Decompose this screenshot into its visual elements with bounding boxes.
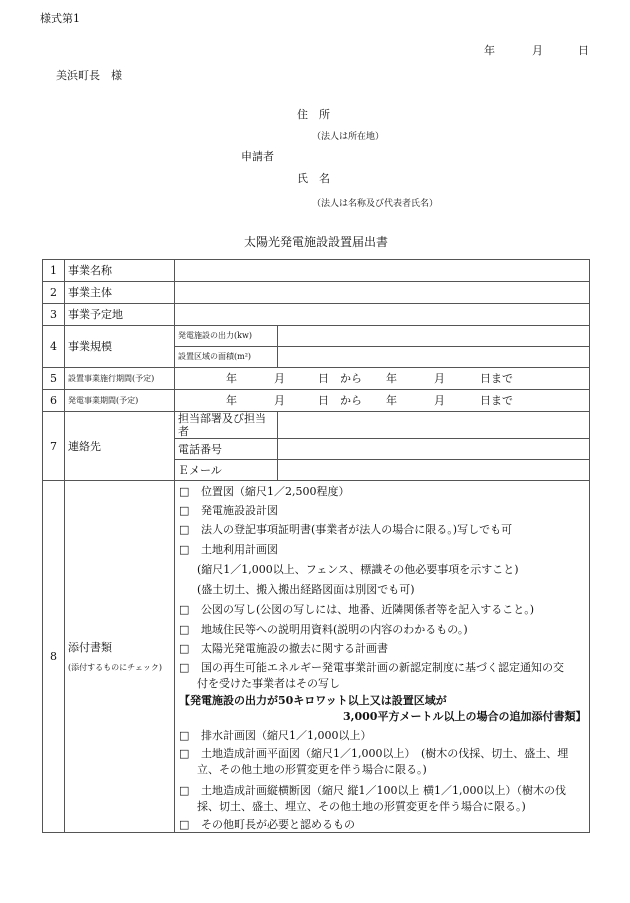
table-row — [43, 412, 590, 439]
checkbox-icon[interactable]: □ — [179, 623, 190, 637]
name-note: （法人は名称及び代表者氏名） — [312, 199, 439, 209]
attachment-item[interactable]: □ 土地造成計画縦横断図（縮尺 縦1／100以上 横1／1,000以上）（樹木の伐 — [179, 784, 566, 798]
checkbox-icon[interactable]: □ — [179, 485, 190, 499]
row-label-operation-period: 発電事業期間(予定) — [65, 390, 175, 412]
period-until: 日まで — [480, 371, 513, 385]
table-row — [43, 282, 590, 304]
project-site-field[interactable] — [175, 304, 590, 326]
table-row — [43, 260, 590, 282]
row-number: 4 — [43, 326, 65, 368]
row-number: 8 — [43, 481, 65, 833]
attachment-detail: (縮尺1／1,000以上、フェンス、標識その他必要事項を示すこと) — [197, 563, 519, 577]
table-row — [43, 390, 590, 412]
checkbox-icon[interactable]: □ — [179, 661, 190, 675]
attachments-note: (添付するものにチェック) — [68, 662, 163, 672]
email-field[interactable] — [278, 460, 590, 481]
row-label-project-name: 事業名称 — [65, 260, 175, 282]
period-year: 年 — [386, 393, 397, 407]
area-field[interactable] — [278, 347, 590, 368]
attachment-item[interactable]: □ 発電施設設計図 — [179, 504, 278, 518]
sub-label-contact-person: 担当部署及び担当者 — [175, 412, 278, 439]
construction-period-field[interactable] — [175, 368, 590, 390]
sub-label-email: Ｅメール — [175, 460, 278, 481]
row-label-project-owner: 事業主体 — [65, 282, 175, 304]
attachment-item[interactable]: □ 太陽光発電施設の撤去に関する計画書 — [179, 642, 388, 656]
checkbox-icon[interactable]: □ — [179, 818, 190, 832]
date-day-label: 日 — [578, 44, 589, 57]
row-label-project-scale: 事業規模 — [65, 326, 175, 368]
row-number: 5 — [43, 368, 65, 390]
period-day: 日 — [318, 393, 329, 407]
table-row — [43, 304, 590, 326]
applicant-label: 申請者 — [241, 150, 274, 163]
table-row — [43, 368, 590, 390]
sub-label-area: 設置区域の面積(m²) — [175, 347, 278, 368]
form-number: 様式第1 — [40, 12, 80, 25]
contact-person-field[interactable] — [278, 412, 590, 439]
attachments-list — [175, 481, 590, 833]
row-label-attachments: 添付書類 — [68, 641, 112, 655]
period-from: から — [340, 393, 362, 407]
attachment-item[interactable]: □ 位置図（縮尺1／2,500程度） — [179, 485, 350, 499]
row-number: 6 — [43, 390, 65, 412]
period-month: 月 — [434, 371, 445, 385]
period-month: 月 — [434, 393, 445, 407]
project-name-field[interactable] — [175, 260, 590, 282]
period-month: 月 — [274, 371, 285, 385]
attachment-item[interactable]: □ 土地利用計画図 — [179, 543, 278, 557]
row-label-attachments-cell — [65, 481, 175, 833]
date-year-label: 年 — [484, 44, 495, 57]
checkbox-icon[interactable]: □ — [179, 543, 190, 557]
period-from: から — [340, 371, 362, 385]
period-year: 年 — [226, 371, 237, 385]
sub-label-output: 発電施設の出力(kw) — [175, 326, 278, 347]
additional-docs-heading: 【発電施設の出力が50キロワット以上又は設置区域が — [179, 694, 447, 708]
operation-period-field[interactable] — [175, 390, 590, 412]
checkbox-icon[interactable]: □ — [179, 603, 190, 617]
attachment-detail: 立、その他土地の形質変更を伴う場合に限る。) — [197, 763, 427, 777]
project-owner-field[interactable] — [175, 282, 590, 304]
addressee: 美浜町長 様 — [56, 69, 122, 82]
attachment-item[interactable]: □ 国の再生可能エネルギー発電事業計画の新認定制度に基づく認定通知の交 — [179, 661, 564, 675]
row-number: 7 — [43, 412, 65, 481]
attachment-detail: (盛土切土、搬入搬出経路図面は別図でも可) — [197, 583, 415, 597]
attachment-item[interactable]: □ その他町長が必要と認めるもの — [179, 818, 355, 832]
output-field[interactable] — [278, 326, 590, 347]
attachment-item[interactable]: □ 地域住民等への説明用資料(説明の内容のわかるもの。) — [179, 623, 468, 637]
address-note: （法人は所在地） — [312, 132, 385, 142]
period-until: 日まで — [480, 393, 513, 407]
attachment-detail: 付を受けた事業者はその写し — [197, 677, 340, 691]
application-form-table — [42, 259, 590, 833]
period-year: 年 — [386, 371, 397, 385]
row-number: 3 — [43, 304, 65, 326]
name-label: 氏 名 — [297, 172, 330, 185]
address-label: 住 所 — [297, 108, 330, 121]
checkbox-icon[interactable]: □ — [179, 642, 190, 656]
checkbox-icon[interactable]: □ — [179, 729, 190, 743]
checkbox-icon[interactable]: □ — [179, 784, 190, 798]
checkbox-icon[interactable]: □ — [179, 523, 190, 537]
attachment-detail: 採、切土、盛土、埋立、その他土地の形質変更を伴う場合に限る。) — [197, 800, 526, 814]
checkbox-icon[interactable]: □ — [179, 504, 190, 518]
phone-field[interactable] — [278, 439, 590, 460]
attachment-item[interactable]: □ 排水計画図（縮尺1／1,000以上） — [179, 729, 372, 743]
period-day: 日 — [318, 371, 329, 385]
attachment-item[interactable]: □ 土地造成計画平面図（縮尺1／1,000以上） (樹木の伐採、切土、盛土、埋 — [179, 747, 569, 761]
document-title: 太陽光発電施設設置届出書 — [244, 235, 389, 249]
row-number: 1 — [43, 260, 65, 282]
row-label-project-site: 事業予定地 — [65, 304, 175, 326]
row-number: 2 — [43, 282, 65, 304]
period-month: 月 — [274, 393, 285, 407]
row-label-contact: 連絡先 — [65, 412, 175, 481]
date-month-label: 月 — [532, 44, 543, 57]
checkbox-icon[interactable]: □ — [179, 747, 190, 761]
sub-label-phone: 電話番号 — [175, 439, 278, 460]
attachment-item[interactable]: □ 公図の写し(公図の写しには、地番、近隣関係者等を記入すること。) — [179, 603, 535, 617]
period-year: 年 — [226, 393, 237, 407]
additional-docs-heading-2: 3,000平方メートル以上の場合の追加添付書類】 — [343, 710, 587, 724]
row-label-construction-period: 設置事業施行期間(予定) — [65, 368, 175, 390]
table-row — [43, 326, 590, 347]
table-row — [43, 481, 590, 833]
attachment-item[interactable]: □ 法人の登記事項証明書(事業者が法人の場合に限る。)写しでも可 — [179, 523, 513, 537]
